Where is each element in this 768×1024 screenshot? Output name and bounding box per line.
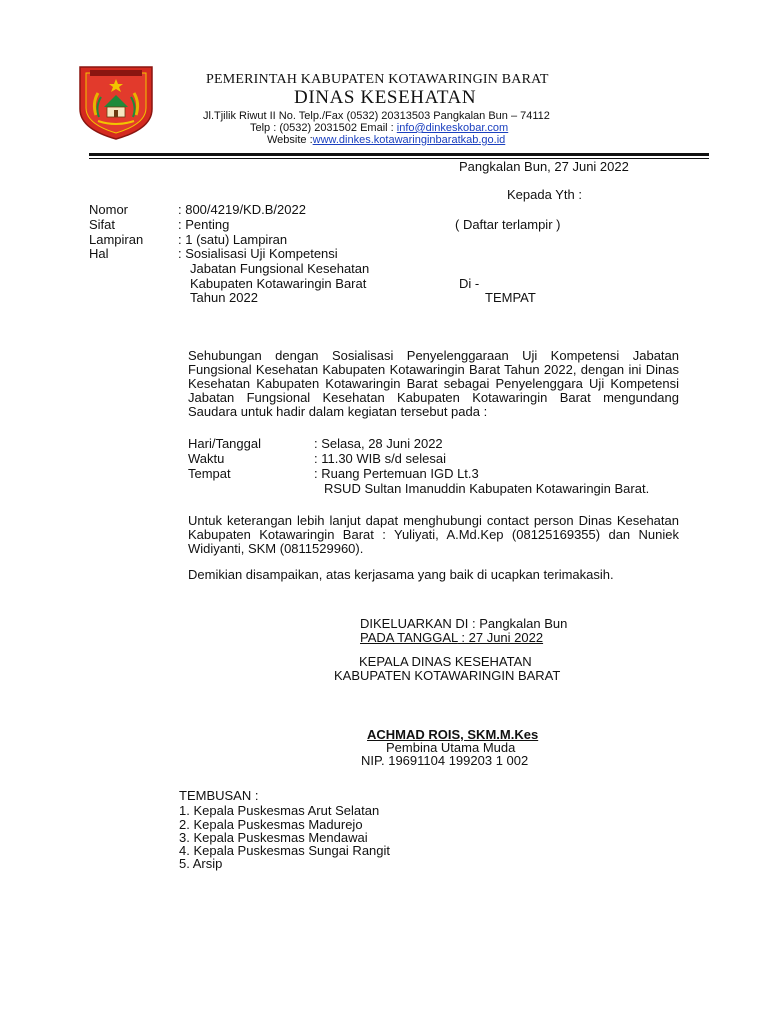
tempat-value: : Ruang Pertemuan IGD Lt.3 — [314, 466, 479, 481]
address-line: Jl.Tjilik Riwut II No. Telp./Fax (0532) 20313503 Pangkalan Bun – 74112 — [203, 110, 550, 122]
recipient-list: ( Daftar terlampir ) — [455, 217, 561, 232]
hal-value: : Sosialisasi Uji Kompetensi — [178, 246, 338, 261]
email-link[interactable]: info@dinkeskobar.com — [396, 122, 509, 134]
lampiran-label: Lampiran — [89, 232, 144, 247]
signatory-title-1: KEPALA DINAS KESEHATAN — [359, 654, 532, 669]
issued-at: DIKELUARKAN DI : Pangkalan Bun — [360, 616, 568, 631]
issued-date — [360, 630, 543, 645]
contact-line — [250, 122, 508, 134]
hari-label: Hari/Tanggal — [188, 436, 261, 451]
recipient-to: Kepada Yth : — [507, 187, 582, 202]
hal-line-4: Tahun 2022 — [190, 290, 258, 305]
waktu-label: Waktu — [188, 451, 225, 466]
agency-name: DINAS KESEHATAN — [294, 87, 477, 108]
body-paragraph-1: Sehubungan dengan Sosialisasi Penyelenggaraan Uji Kompetensi Jabatan Fungsional Kesehatan Kabupaten Kotawaringin Barat Tahun 2022, dengan ini Dinas Kesehatan Kabupaten Kotawaringin Barat sebagai Penyelenggara Uji Kompetensi Jabatan Fungsional Kesehatan Kabupaten Kotawaringin Barat mengundang Saudara untuk hadir dalam kegiatan tersebut pada : — [188, 348, 679, 419]
signatory-title-2: KABUPATEN KOTAWARINGIN BARAT — [334, 668, 561, 683]
phone-text: Telp : (0532) 2031502 Email : — [250, 122, 397, 134]
tempat-line-2: RSUD Sultan Imanuddin Kabupaten Kotawaringin Barat. — [324, 481, 650, 496]
sifat-value: : Penting — [178, 217, 230, 232]
cc-item: 3. Kepala Puskesmas Mendawai — [179, 830, 368, 845]
website-label: Website : — [267, 134, 313, 146]
hal-line-3: Kabupaten Kotawaringin Barat — [190, 276, 367, 291]
website-link[interactable]: www.dinkes.kotawaringinbaratkab.go.id — [312, 134, 506, 146]
website-line — [267, 134, 505, 146]
government-name: PEMERINTAH KABUPATEN KOTAWARINGIN BARAT — [206, 72, 549, 87]
hal-line-2: Jabatan Fungsional Kesehatan — [190, 261, 370, 276]
hari-value: : Selasa, 28 Juni 2022 — [314, 436, 443, 451]
sifat-label: Sifat — [89, 217, 116, 232]
nomor-label: Nomor — [89, 202, 129, 217]
signatory-nip: NIP. 19691104 199203 1 002 — [361, 753, 529, 768]
signatory-rank: Pembina Utama Muda — [386, 740, 516, 755]
recipient-di: Di - — [459, 276, 480, 291]
signatory-name: ACHMAD ROIS, SKM.M.Kes — [367, 727, 539, 742]
recipient-place: TEMPAT — [485, 290, 536, 305]
letterhead-rule-thick — [89, 153, 709, 156]
lampiran-value: : 1 (satu) Lampiran — [178, 232, 288, 247]
hal-label: Hal — [89, 246, 109, 261]
cc-item: 1. Kepala Puskesmas Arut Selatan — [179, 803, 380, 818]
cc-item: 5. Arsip — [179, 856, 223, 871]
body-paragraph-2: Untuk keterangan lebih lanjut dapat menghubungi contact person Dinas Kesehatan Kabupaten Kotawaringin Barat : Yuliyati, A.Md.Kep (08125169355) dan Nuniek Widiyanti, SKM (0811529960). — [188, 513, 679, 556]
place-date: Pangkalan Bun, 27 Juni 2022 — [459, 159, 629, 174]
regency-emblem — [74, 63, 158, 141]
cc-heading: TEMBUSAN : — [179, 788, 259, 803]
tempat-label: Tempat — [188, 466, 231, 481]
issued-date-value: : 27 Juni 2022 — [457, 630, 544, 645]
cc-item: 2. Kepala Puskesmas Madurejo — [179, 817, 363, 832]
nomor-value: : 800/4219/KD.B/2022 — [178, 202, 306, 217]
issued-date-label: PADA TANGGAL — [360, 630, 458, 645]
body-paragraph-3: Demikian disampaikan, atas kerjasama yang baik di ucapkan terimakasih. — [188, 567, 614, 582]
cc-item: 4. Kepala Puskesmas Sungai Rangit — [179, 843, 391, 858]
waktu-value: : 11.30 WIB s/d selesai — [314, 451, 446, 466]
